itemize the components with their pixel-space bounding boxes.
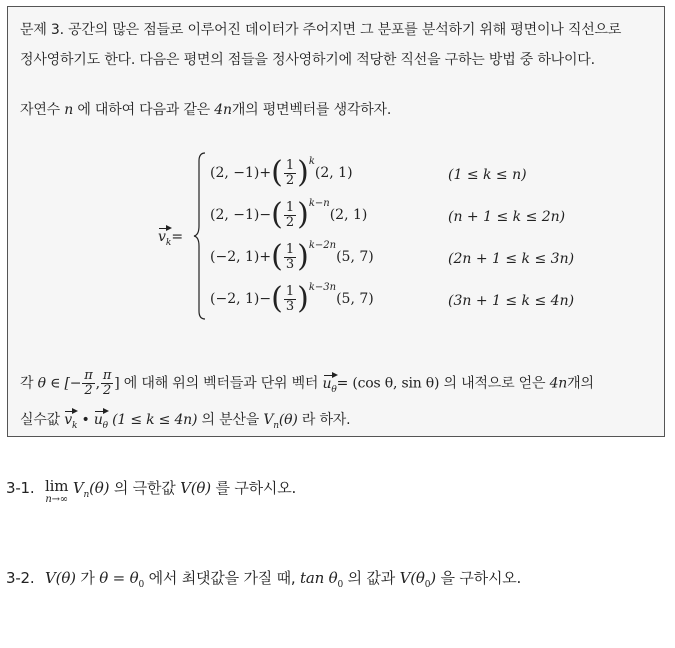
fraction-numerator: 1: [285, 241, 295, 257]
vector-definition: [158, 147, 575, 337]
row-close-paren: ): [297, 239, 309, 274]
row-fraction: [284, 285, 296, 314]
problem-line-4: 각 θ ∈ [− $\frac{\pi}{2}$ , $\frac{\pi}{2}$ ] 에 대해 위의 벡터들과 단위 벡터 $u_\theta= (\cos$ θ, sin θ) 의 내적으로 얻은 4n개의: [20, 368, 594, 398]
fraction-denominator: 3: [285, 298, 295, 314]
fraction-numerator: 1: [285, 157, 295, 173]
row-sign: +: [259, 165, 272, 181]
row-sign: +: [259, 249, 272, 265]
row-base: (2, −1): [210, 165, 260, 181]
piecewise-row: [210, 281, 575, 321]
row-close-paren: ): [297, 197, 309, 232]
row-open-paren: (: [271, 197, 283, 232]
fraction-numerator: 1: [285, 283, 295, 299]
row-exponent: k: [308, 156, 315, 167]
row-open-paren: (: [271, 239, 283, 274]
vk-label: $v_k=$: [158, 229, 184, 248]
u-theta-vector: $u_\theta$: [322, 375, 337, 395]
row-open-paren: (: [271, 281, 283, 316]
row-direction: (5, 7): [336, 249, 374, 265]
problem-line-3: 자연수 n 에 대하여 다음과 같은 4n개의 평면벡터를 생각하자.: [20, 102, 392, 118]
row-close-paren: ): [297, 155, 309, 190]
row-base: (−2, 1): [210, 291, 260, 307]
row-fraction: [284, 243, 296, 272]
row-sign: −: [259, 207, 272, 223]
u-theta-vector-inline: $u_\theta$: [93, 412, 108, 431]
problem-box: [7, 6, 665, 437]
problem-line-2: 정사영하기도 한다. 다음은 평면의 점들을 정사영하기에 적당한 직선을 구하는 방법 중 하나이다.: [20, 52, 595, 68]
row-condition: (2n + 1 ≤ k ≤ 3n): [448, 251, 575, 267]
row-exponent: k−3n: [308, 282, 337, 293]
left-brace-icon: [193, 151, 207, 321]
row-base: (2, −1): [210, 207, 260, 223]
row-direction: (2, 1): [314, 165, 353, 181]
pi-over-2: $\frac{\pi}{2}$: [102, 368, 112, 398]
question-3-2: 3-2. V(θ) 가 $\theta = \theta_0$ 에서 최댓값을 가질 때, $\tan \theta_0$ 의 값과 $V(\theta_0)$ 을 구하시오.: [6, 569, 522, 590]
piecewise-row: [210, 155, 527, 195]
fraction-denominator: 2: [285, 214, 295, 230]
fraction-numerator: 1: [285, 199, 295, 215]
fraction-denominator: 3: [285, 256, 295, 272]
vk-vector: $v_k$: [158, 229, 172, 248]
row-base: (−2, 1): [210, 249, 260, 265]
row-open-paren: (: [271, 155, 283, 190]
piecewise-row: [210, 197, 566, 237]
piecewise-row: [210, 239, 575, 279]
row-exponent: k−n: [308, 198, 330, 209]
problem-line-5: 실수값 $v_k$ • $u_\theta$ (1 ≤ k ≤ 4n) 의 분산을 $V_n(\theta)$ 라 하자.: [20, 412, 351, 431]
row-close-paren: ): [297, 281, 309, 316]
row-direction: (5, 7): [336, 291, 374, 307]
problem-line-1: 문제 3. 공간의 많은 점들로 이루어진 데이터가 주어지면 그 분포를 분석하기 위해 평면이나 직선으로: [20, 22, 622, 38]
limit-expression: lim n→∞: [45, 477, 69, 505]
question-3-1: 3-1. lim n→∞ $V_n(\theta)$ 의 극한값 V(θ) 를 구하시오.: [6, 477, 297, 505]
row-condition: (n + 1 ≤ k ≤ 2n): [448, 209, 566, 225]
minus-pi-over-2: $\frac{\pi}{2}$: [84, 368, 93, 398]
row-fraction: [284, 159, 296, 188]
row-condition: (3n + 1 ≤ k ≤ 4n): [448, 293, 575, 309]
row-exponent: k−2n: [308, 240, 337, 251]
row-fraction: [284, 201, 296, 230]
fraction-denominator: 2: [285, 172, 295, 188]
row-condition: (1 ≤ k ≤ n): [448, 167, 527, 183]
row-sign: −: [259, 291, 272, 307]
vk-vector-inline: $v_k$: [64, 412, 78, 431]
row-direction: (2, 1): [329, 207, 368, 223]
